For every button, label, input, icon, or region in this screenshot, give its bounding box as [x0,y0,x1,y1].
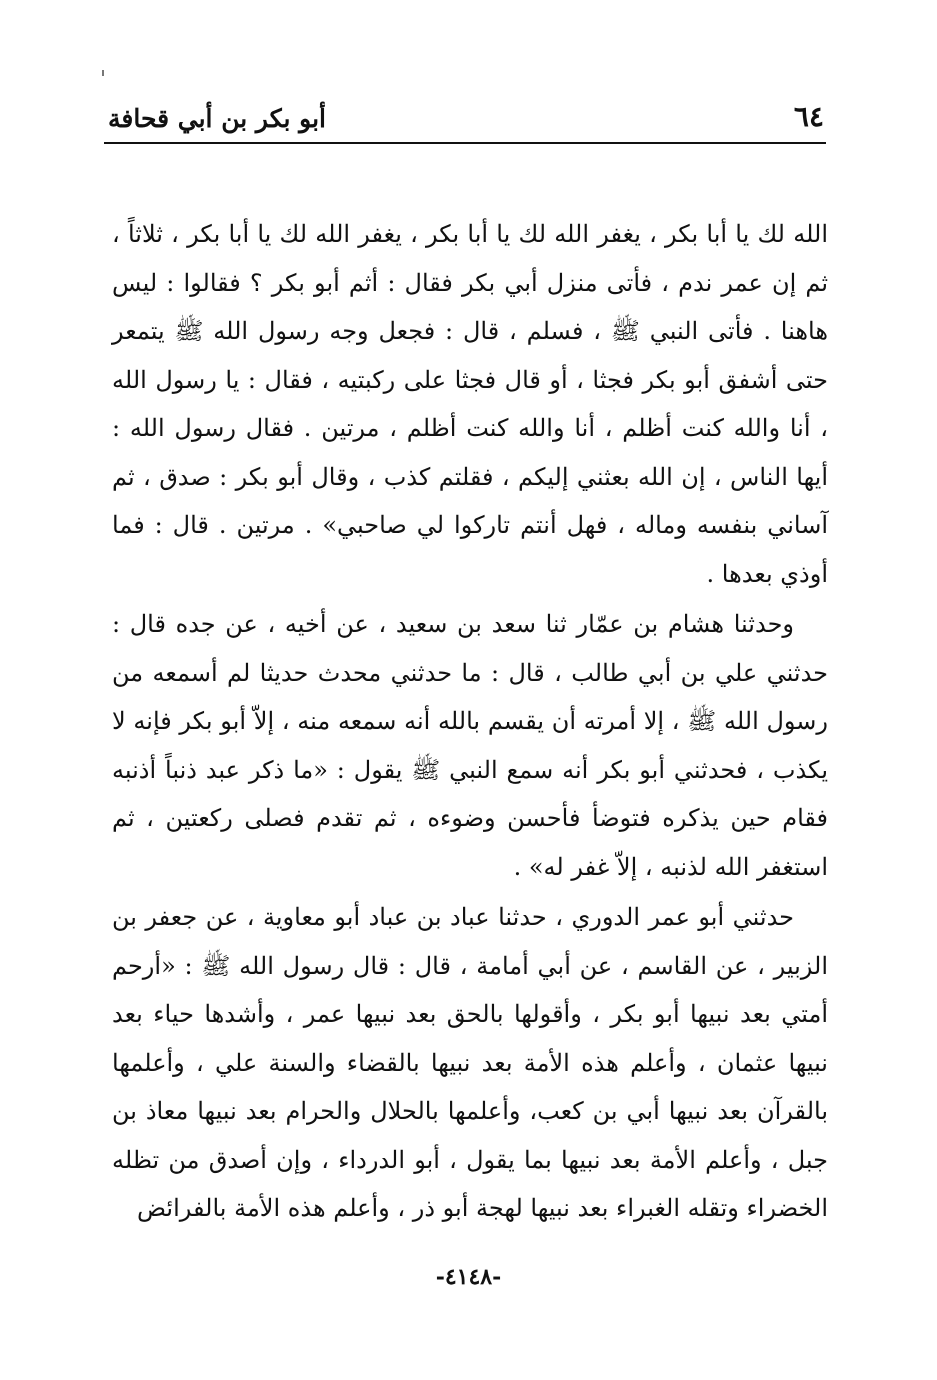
page-number: ٦٤ [793,100,824,133]
footer-page-code: -٤١٤٨- [435,1264,502,1290]
running-title: أبو بكر بن أبي قحافة [108,104,326,133]
running-header [108,100,824,140]
paragraph-3: حدثني أبو عمر الدوري ، حدثنا عباد بن عباد أبو معاوية ، عن جعفر بن الزبير ، عن القاسم ، عن أبي أمامة ، قال : قال رسول الله ﷺ : «أرحم أمتي بعد نبيها أبو بكر ، وأقولها بالحق بعد نبيها عمر ، وأشدها حياء بعد نبيها عثمان ، وأعلم هذه الأمة بعد نبيها بالقضاء والسنة علي ، وأعلمها بالقرآن بعد نبيها أبي بن كعب، وأعلمها بالحلال والحرام بعد نبيها معاذ بن جبل ، وأعلم الأمة بعد نبيها بما يقول ، أبو الدرداء ، وإن أصدق من تظله الخضراء وتقله الغبراء بعد نبيها لهجة أبو ذر ، وأعلم هذه الأمة بالفرائض [112,903,828,1222]
main-text [112,210,828,1233]
header-divider [104,142,826,144]
paragraph-2: وحدثنا هشام بن عمّار ثنا سعد بن سعيد ، عن أخيه ، عن جده قال : حدثني علي بن أبي طالب ، قال : ما حدثني محدث حديثا لم أسمعه من رسول الله ﷺ ، إلا أمرته أن يقسم بالله أنه سمعه منه ، إلاّ أبو بكر فإنه لا يكذب ، فحدثني أبو بكر أنه سمع النبي ﷺ يقول : «ما ذكر عبد ذنباً أذنبه فقام حين يذكره فتوضأ فأحسن وضوءه ، ثم تقدم فصلى ركعتين ، ثم استغفر الله لذنبه ، إلاّ غفر له» . [112,610,828,881]
paragraph-1: الله لك يا أبا بكر ، يغفر الله لك يا أبا بكر ، يغفر الله لك يا أبا بكر ، ثلاثاً ، ثم إن عمر ندم ، فأتى منزل أبي بكر فقال : أثم أبو بكر ؟ فقالوا : ليس هاهنا . فأتى النبي ﷺ ، فسلم ، قال : فجعل وجه رسول الله ﷺ يتمعر حتى أشفق أبو بكر فجثا ، أو قال فجثا على ركبتيه ، فقال : يا رسول الله ، أنا والله كنت أظلم ، أنا والله كنت أظلم ، مرتين . فقال رسول الله : أيها الناس ، إن الله بعثني إليكم ، فقلتم كذب ، وقال أبو بكر : صدق ، ثم آساني بنفسه وماله ، فهل أنتم تاركوا لي صاحبي» . مرتين . قال : فما أوذي بعدها . [112,220,828,588]
margin-mark [102,70,104,76]
page-footer [0,1262,937,1292]
